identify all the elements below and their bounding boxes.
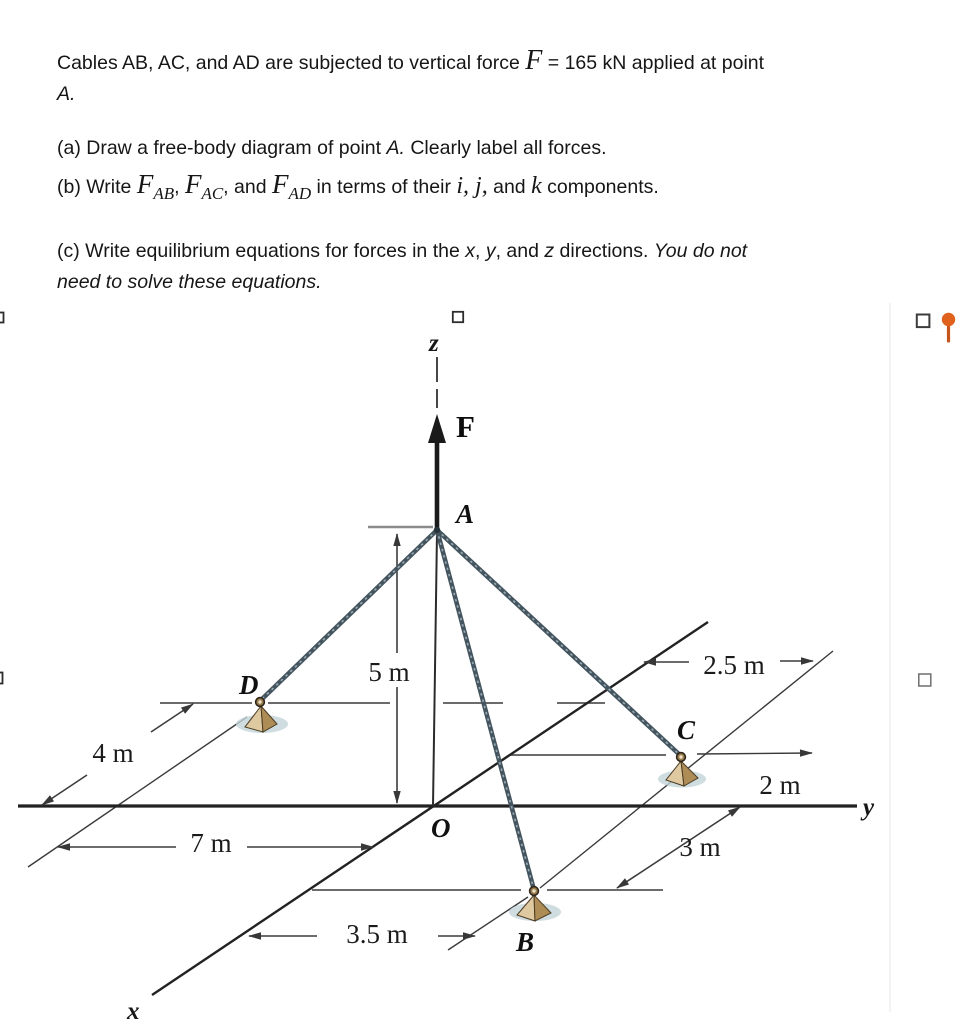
label-point-D: D <box>239 670 259 700</box>
part-b-text-2: in terms of their <box>311 175 457 198</box>
dim-4m-seg-upper <box>151 704 193 732</box>
dim-4m-label: 4 m <box>92 738 134 768</box>
dim-7m-label: 7 m <box>190 828 232 858</box>
part-c-text: (c) Write equilibrium equations for forces in the <box>57 239 466 262</box>
checkbox-left-partial-1[interactable] <box>0 313 4 323</box>
math-ij: i, j, <box>456 172 488 199</box>
label-force-F: F <box>456 409 475 444</box>
label-point-A: A <box>456 499 475 529</box>
part-b-sep1: , <box>174 175 185 198</box>
checkbox-top-center[interactable] <box>453 312 463 322</box>
label-point-C: C <box>677 715 696 745</box>
dim-2m-label: 2 m <box>759 770 801 800</box>
part-c-sep1: , <box>474 239 486 262</box>
pin-marker-icon[interactable] <box>942 313 955 343</box>
cable-AB <box>437 530 534 890</box>
math-FAB: $F_{AB}$ <box>136 168 175 203</box>
force-symbol: F <box>525 44 543 76</box>
part-b-text-4: components. <box>541 175 659 198</box>
checkbox-top-right[interactable] <box>917 315 930 328</box>
label-point-O: O <box>431 813 451 843</box>
x-axis <box>152 622 708 995</box>
dim-5m-label: 5 m <box>368 657 410 687</box>
part-c-sep2: , and <box>495 239 545 262</box>
c-level-line-arrow <box>697 753 812 754</box>
dim-3m-label: 3 m <box>679 832 721 862</box>
part-c-italic-2: need to solve these equations. <box>57 270 322 293</box>
dim-4m-seg-lower <box>42 775 87 805</box>
anchor-B-ring-hole <box>532 889 535 892</box>
dim-3-5m-label: 3.5 m <box>346 919 408 949</box>
part-b-sep2: , and <box>223 175 272 198</box>
part-b-text-3: and <box>487 175 532 198</box>
point-A-knot <box>434 527 440 533</box>
intro-text: Cables AB, AC, and AD are subjected to vertical force <box>57 51 526 74</box>
checkbox-left-partial-2[interactable] <box>0 673 3 684</box>
part-a-text: (a) Draw a free-body diagram of point <box>57 136 387 159</box>
part-c-y: y <box>485 239 496 262</box>
part-c-italic-1: You do not <box>653 239 748 262</box>
checkbox-right-mid[interactable] <box>919 674 931 686</box>
part-c-x: x <box>465 239 475 262</box>
intro-point-a: A. <box>57 82 76 105</box>
anchor-C-ring-hole <box>679 755 682 758</box>
label-point-B: B <box>516 927 535 957</box>
part-c-text-2: directions. <box>554 239 654 262</box>
label-axis-y: y <box>863 794 875 821</box>
part-a-point: A. <box>386 136 405 159</box>
math-FAD: $F_{AD}$ <box>271 168 312 203</box>
math-k: k <box>531 172 542 199</box>
math-FAC: $F_{AC}$ <box>184 168 224 203</box>
anchor-D-ring-hole <box>258 700 261 703</box>
label-axis-z: z <box>429 330 439 357</box>
part-a-text-2: Clearly label all forces. <box>404 136 607 159</box>
dim-2-5m-label: 2.5 m <box>703 650 765 680</box>
part-b-text: (b) Write <box>57 175 137 198</box>
part-c-z: z <box>544 239 555 262</box>
label-axis-x: x <box>127 998 140 1024</box>
pole-A-O <box>433 532 437 806</box>
intro-text-2: = 165 kN applied at point <box>542 51 765 74</box>
force-F-arrow-head <box>428 414 446 443</box>
